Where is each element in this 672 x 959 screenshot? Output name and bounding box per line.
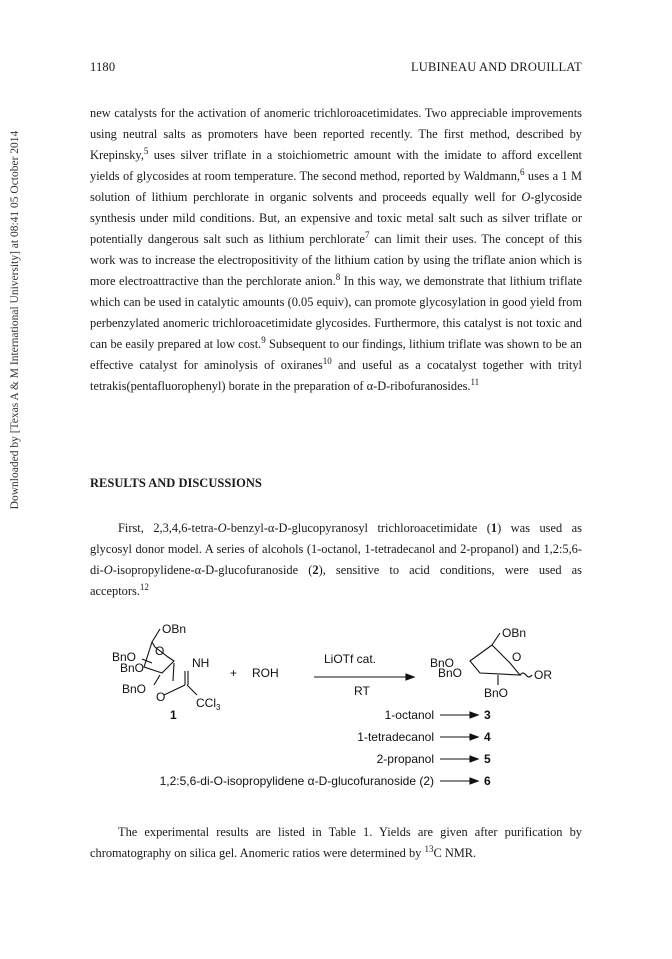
acceptor-row xyxy=(385,708,491,722)
donor-bno-label: BnO xyxy=(112,650,137,664)
closing-paragraph xyxy=(90,822,582,864)
donor-imidate-oxygen: O xyxy=(156,690,166,704)
page-number: 1180 xyxy=(90,60,116,74)
donor-nh-label: NH xyxy=(192,656,210,670)
download-note-text: Downloaded by [Texas A & M International University] at 08:41 05 October 2014 xyxy=(9,130,21,510)
reference-12[interactable]: 12 xyxy=(139,581,149,592)
bond xyxy=(187,685,197,695)
text-run: Subsequent to our findings, lithium triflate was shown to be an effective catalyst for aminolysis of oxiranes xyxy=(90,337,582,372)
text-run: -isopropylidene-α-D-glucofuranoside ( xyxy=(112,563,313,577)
acceptor-name: 1,2:5,6-di-O-isopropylidene α-D-glucofuranoside (2) xyxy=(159,774,434,788)
text-run: ) was used as glycosyl donor model. A series of alcohols (1-octanol, 1-tetradecanol and 2-propanol) and 1,2:5,6-di- xyxy=(90,521,582,577)
section-heading: RESULTS AND DISCUSSIONS xyxy=(90,476,262,490)
donor-bno-label: BnO xyxy=(122,682,147,696)
intro-paragraph xyxy=(90,103,582,397)
compound-number: 2 xyxy=(312,563,319,577)
text-run: -benzyl-α-D-glucopyranosyl trichloroacetimidate ( xyxy=(226,521,491,535)
product-number: 4 xyxy=(484,730,491,744)
reference-11[interactable]: 11 xyxy=(470,376,480,387)
text-run: C NMR. xyxy=(433,846,477,860)
text-run: and useful as a cocatalyst together with trityl tetrakis(pentafluorophenyl) borate in the preparation of α-D-ribofuranosides. xyxy=(90,358,582,393)
text-run: ), sensitive to acid conditions, were used as acceptors. xyxy=(90,563,583,598)
reaction-scheme xyxy=(100,615,570,805)
compound-number: 1 xyxy=(490,521,498,535)
product-number: 3 xyxy=(484,708,491,722)
download-watermark xyxy=(0,40,30,600)
reagent-label: LiOTf cat. xyxy=(324,652,377,666)
product-or-label: OR xyxy=(534,668,552,682)
product-number: 6 xyxy=(484,774,491,788)
text-run: can limit their uses. The concept of this work was to increase the electropositivity of the lithium cation by using the triflate anion which is more electroattractive than the perchlorate anion. xyxy=(90,232,582,288)
reference-9[interactable]: 9 xyxy=(261,334,266,345)
acceptor-row xyxy=(160,774,491,788)
text-run: uses a 1 M solution of lithium perchlorate in organic solvents and proceeds equally well for xyxy=(90,169,582,204)
running-title: LUBINEAU AND DROUILLAT xyxy=(410,60,582,74)
reference-5[interactable]: 5 xyxy=(143,145,149,156)
product-bno-label: BnO xyxy=(430,656,455,670)
acceptor-row xyxy=(357,730,491,744)
text-run: The experimental results are listed in Table 1. Yields are given after purification by chromatography on silica gel. Anomeric ratios were determined by xyxy=(90,825,582,860)
page-header xyxy=(90,60,582,78)
text-run: In this way, we demonstrate that lithium triflate which can be used in catalytic amounts (0.05 equiv), can promote glycosylation in good yield from perbenzylated anomeric trichloroacetimidate glycosides. Furthermore, this catalyst is not toxic and can be easily prepared at low cost. xyxy=(90,274,583,351)
donor-ring-oxygen: O xyxy=(155,644,165,658)
text-run: uses silver triflate in a stoichiometric amount with the imidate to afford excellent yields of glycosides at room temperature. The second method, reported by Waldmann, xyxy=(90,148,582,183)
bond xyxy=(164,685,185,695)
italic-o: O xyxy=(103,563,113,577)
product-bno-label: BnO xyxy=(438,666,463,680)
reference-7[interactable]: 7 xyxy=(364,229,370,240)
arrow-head xyxy=(406,674,414,680)
donor-bno-label: BnO xyxy=(120,661,145,675)
text-run: First, 2,3,4,6-tetra- xyxy=(118,521,218,535)
product-obn-label: OBn xyxy=(502,626,527,640)
italic-o: O xyxy=(217,521,227,535)
text-run: new catalysts for the activation of anomeric trichloroacetimidates. Two appreciable improvements using neutral salts as promoters have been reported recently. The first method, described by Krepinsky, xyxy=(90,106,582,162)
acceptor-name: 1-octanol xyxy=(384,708,434,722)
donor-compound-label: 1 xyxy=(170,708,177,722)
bond xyxy=(492,633,500,645)
bond xyxy=(173,663,174,681)
donor-obn-label: OBn xyxy=(162,622,187,636)
wavy-bond xyxy=(520,673,532,677)
acceptor-name: 2-propanol xyxy=(376,752,434,766)
reference-8[interactable]: 8 xyxy=(335,271,341,282)
isotope-superscript: 13 xyxy=(424,843,434,854)
bond xyxy=(154,675,160,685)
text-run: -glycoside synthesis under mild conditions. But, an expensive and toxic metal salt such as silver triflate or potentially dangerous salt such as lithium perchlorate xyxy=(90,190,582,246)
product-bno-label: BnO xyxy=(484,686,509,700)
reference-10[interactable]: 10 xyxy=(322,355,332,366)
plus-sign: + xyxy=(230,666,238,680)
acceptor-rows xyxy=(160,708,491,788)
product-ring-oxygen: O xyxy=(512,650,522,664)
alcohol-label: ROH xyxy=(252,666,279,680)
acceptor-name: 1-tetradecanol xyxy=(357,730,434,744)
product-number: 5 xyxy=(484,752,491,766)
donor-ccl3-label: CCl$_3$ xyxy=(196,696,221,712)
conditions-label: RT xyxy=(354,684,370,698)
results-paragraph xyxy=(90,518,582,602)
bond xyxy=(152,629,160,642)
acceptor-row xyxy=(377,752,491,766)
reference-6[interactable]: 6 xyxy=(520,166,525,177)
italic-o: O xyxy=(521,190,531,204)
